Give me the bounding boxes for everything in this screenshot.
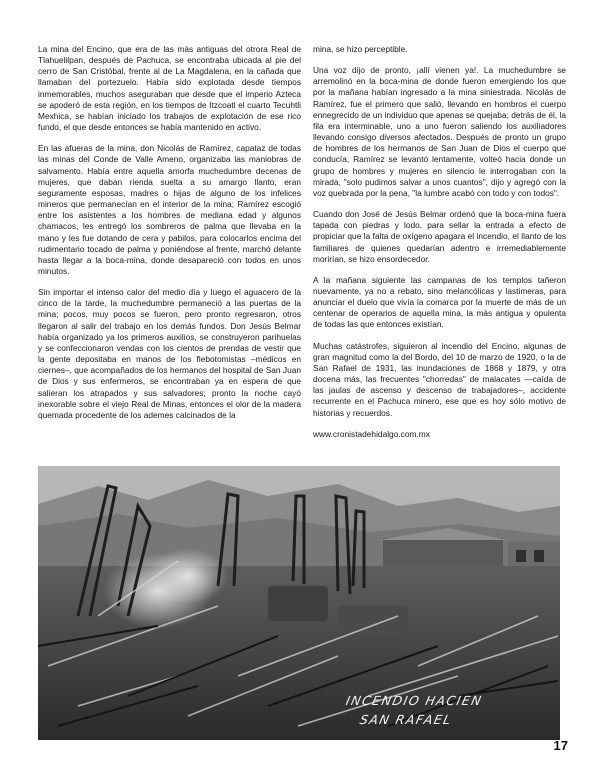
photo-caption-line1: INCENDIO HACIEN [344, 693, 484, 708]
paragraph: La mina del Encino, que era de las más antiguas del otrora Real de Tlahuelilpan, después de Pachuca, se encontraba ubicada al pie del cerro de San Cristóbal, frente al de La Magdalena, en la cañada que llamaban del portezuelo. Había sido explotada desde tiempos inmemorables, muchos aseguraban que desde que el imperio Azteca se apoderó de esta región, en los tiempos de Itzcoatl el cuarto Tecuhtli Mexhica, se habían iniciado los trabajos de explotación de ese rico fundo, el que desde entonces se había mantenido en activo. [38, 44, 301, 133]
paragraph: En las afueras de la mina, don Nicolás de Ramírez, capataz de todas las minas del Conde de Valle Ameno, organizaba las maniobras de salvamento. Había entre aquella amorfa muchedumbre decenas de mujeres, que daban rienda suelta a su amargo llanto, eran seguramente esposas, madres o hijas de alguno de los infelices mineros que permanecían en el interior de la mina; Ramírez escogió entre los asistentes a los hombres de mediana edad y algunos chamacos, les entregó los sombreros de palma que llevaba en la mano y les fue dotando de cera y pabilos, para colocarlos encima del rudimentario tocado de palma y poniéndose al frente, marchó delante hasta llegar a la boca-mina, donde desapareció con todos en unos minutos. [38, 143, 301, 276]
paragraph-continuation: mina, se hizo perceptible. [313, 44, 408, 54]
website-link[interactable]: www.cronistadehidalgo.com.mx [313, 428, 430, 439]
paragraph: Cuando don José de Jesús Belmar ordenó que la boca-mina fuera tapada con piedras y lodo, para sellar la entrada a efecto de propiciar que la falta de oxígeno apagara el incendio, el llanto de los familiares de quienes quedarían adentro e irremediablemente morirían, se hizo ensordecedor. [313, 209, 566, 264]
left-column [38, 44, 301, 431]
paragraph: Una voz dijo de pronto, ¡allí vienen ya!. La muchedumbre se arremolinó en la boca-mina de donde fueron emergiendo los que por la mañana habían ingresado a la mina siniestrada. Nicolás de Ramírez, fue el primero que salió, llevando en hombros el cuerpo ennegrecido de un individuo que apenas se quejaba; detrás de él, la fila era interminable, uno a uno fueron saliendo los auxiliadores llevando consigo diversos afectados. Después de pronto un grupo de hombres de los hermanos de San Juan de Dios el cuerpo que conducía, Ramírez se levantó lentamente, volteó hacia donde un grupo de hombres y mujeres en silencio le interrogaban con la mirada, "solo pudimos salvar a unos cuantos", dijo y agregó con la voz quebrada por la pena, "la lumbre acabó con todo y con todos". [313, 65, 566, 198]
paragraph: Sin importar el intenso calor del medio día y luego el aguacero de la cinco de la tarde, la muchedumbre permaneció a las puertas de la mina; pocos, muy pocos se fueron, pero pronto regresaron, otros llegaron al salir del trabajo en los demás fundos. Don Jesús Belmar había organizado ya los primeros auxilios, se construyeron parihuelas y se confeccionaron vendas con los cientos de prendas de vestir que la gente depositaba en manos de los flebotomistas –médicos en ciernes–, que acompañados de los hermanos del hospital de San Juan de Dios y sus enfermeros, se encontraban ya en espera de que salieran los atrapados y sus salvadores; pronto la noche cayó inexorable sobre el viejo Real de Minas, entonces el olor de la madera quemada procedente de los ademes calcinados de la [38, 287, 301, 420]
photo-illustration [38, 466, 560, 740]
historic-fire-photo [38, 466, 560, 740]
photo-caption-line2: SAN RAFAEL [358, 712, 454, 727]
paragraph: A la mañana siguiente las campanas de los templos tañeron nuevamente, ya no a rebato, sino melancólicas y lastimeras, para anunciar el duelo que vivía la comarca por la muerte de más de un centenar de operarios de aquella mina, la más antigua y opulenta de todas las que entonces existían. [313, 274, 566, 330]
right-column [313, 44, 566, 450]
page-number: 17 [553, 738, 568, 753]
paragraph: Muchas catástrofes, siguieron al incendio del Encino, algunas de gran magnitud como la del Bordo, del 10 de marzo de 1920, o la de San Rafael de 1931, las inundaciones de 1868 y 1879, y otra docena más, las frecuentes "chorredas" de malacates —caída de las jaulas de ascenso y descenso de trabajadores–, accidente recurrente en el Pachuca minero, ese que es hoy sólo motivo de historias y recuerdos. [313, 340, 566, 418]
